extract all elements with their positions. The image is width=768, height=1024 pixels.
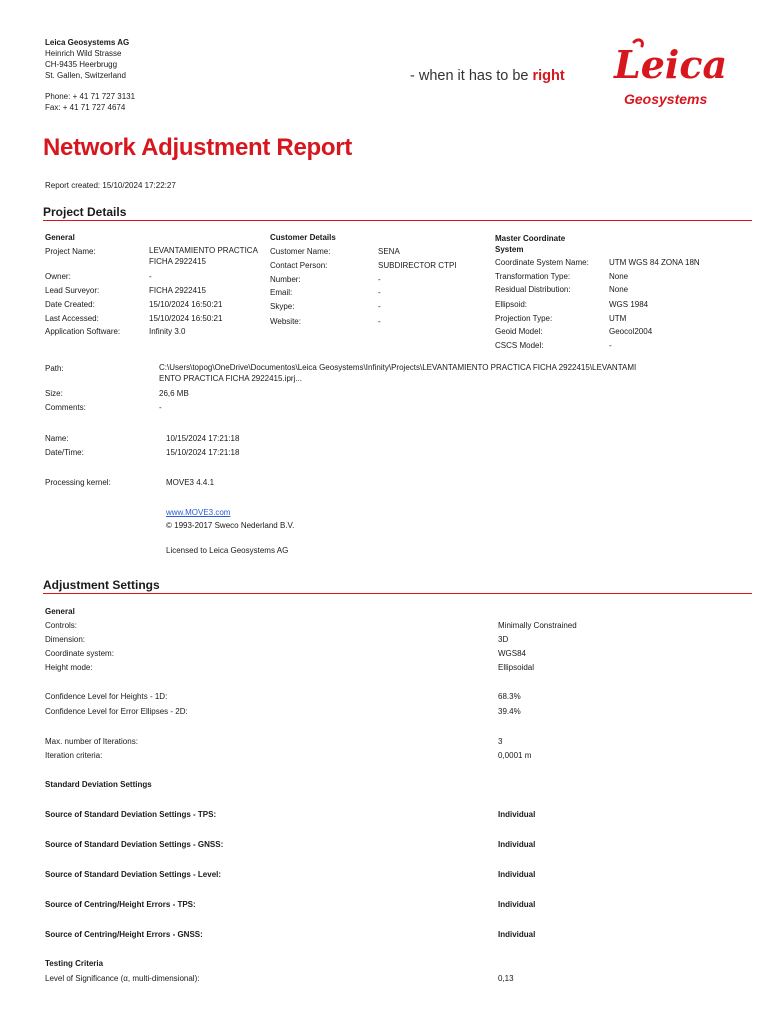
adjustment-general-heading: General	[45, 607, 75, 616]
kernel-copyright: © 1993-2017 Sweco Nederland B.V.	[166, 521, 295, 530]
max-iterations-label: Max. number of Iterations:	[45, 737, 138, 746]
transformation-type-value: None	[609, 272, 629, 281]
testing-criteria-heading: Testing Criteria	[45, 959, 104, 968]
centring-tps-label: Source of Centring/Height Errors - TPS:	[45, 900, 196, 909]
customer-name-value: SENA	[378, 247, 400, 256]
geoid-model-value: Geocol2004	[609, 327, 653, 336]
path-value: C:\Users\topog\OneDrive\Documentos\Leica Geosystems\Infinity\Projects\LEVANTAMIENTO PRACTICA FICHA 2922415\LEVANTAMIENTO PRACTICA FICHA 2922415.iprj...	[159, 363, 637, 383]
last-accessed-label: Last Accessed:	[45, 314, 99, 323]
project-details-heading: Project Details	[43, 205, 752, 221]
project-name-label: Project Name:	[45, 247, 96, 256]
date-created-label: Date Created:	[45, 300, 95, 309]
residual-distribution-value: None	[609, 285, 629, 294]
significance-label: Level of Significance (α, multi-dimensional):	[45, 974, 200, 983]
coordinate-system-name-label: Coordinate System Name:	[495, 258, 589, 267]
size-label: Size:	[45, 389, 63, 398]
comments-value: -	[159, 403, 162, 412]
project-name-value: LEVANTAMIENTO PRACTICA FICHA 2922415	[149, 246, 258, 266]
brand-tagline	[410, 68, 565, 84]
confidence-heights-value: 68.3%	[498, 692, 521, 701]
std-source-tps-label: Source of Standard Deviation Settings - TPS:	[45, 810, 217, 819]
email-label: Email:	[270, 288, 293, 297]
size-value: 26,6 MB	[159, 389, 189, 398]
std-source-tps-value: Individual	[498, 810, 536, 819]
adjustment-settings-heading: Adjustment Settings	[43, 578, 752, 594]
logo-subtitle: Geosystems	[624, 91, 708, 107]
projection-type-value: UTM	[609, 314, 627, 323]
std-source-gnss-label: Source of Standard Deviation Settings - GNSS:	[45, 840, 224, 849]
processing-kernel-value: MOVE3 4.4.1	[166, 478, 215, 487]
company-city: CH-9435 Heerbrugg	[45, 60, 118, 69]
geoid-model-label: Geoid Model:	[495, 327, 543, 336]
tagline-emphasis: right	[532, 68, 565, 84]
confidence-ellipses-label: Confidence Level for Error Ellipses - 2D:	[45, 707, 188, 716]
coordinate-system-label: Coordinate system:	[45, 649, 114, 658]
date-created-value: 15/10/2024 16:50:21	[149, 300, 223, 309]
company-street: Heinrich Wild Strasse	[45, 49, 122, 58]
skype-value: -	[378, 302, 381, 311]
transformation-type-label: Transformation Type:	[495, 272, 571, 281]
report-created: Report created: 15/10/2024 17:22:27	[45, 181, 176, 190]
lead-surveyor-value: FICHA 2922415	[149, 286, 206, 295]
owner-value: -	[149, 272, 152, 281]
cscs-model-value: -	[609, 341, 612, 350]
ellipsoid-value: WGS 1984	[609, 300, 649, 309]
iteration-criteria-label: Iteration criteria:	[45, 751, 103, 760]
company-address	[45, 37, 129, 81]
confidence-heights-label: Confidence Level for Heights - 1D:	[45, 692, 168, 701]
processing-kernel-label: Processing kernel:	[45, 478, 111, 487]
std-deviation-heading: Standard Deviation Settings	[45, 780, 152, 789]
general-heading: General	[45, 233, 75, 242]
std-source-level-value: Individual	[498, 870, 536, 879]
coordinate-system-value: WGS84	[498, 649, 527, 658]
contact-person-label: Contact Person:	[270, 261, 328, 270]
coordinate-system-name-value: UTM WGS 84 ZONA 18N	[609, 258, 700, 267]
centring-gnss-label: Source of Centring/Height Errors - GNSS:	[45, 930, 203, 939]
company-phone: Phone: + 41 71 727 3131	[45, 92, 136, 101]
path-label: Path:	[45, 364, 64, 373]
iteration-criteria-value: 0,0001 m	[498, 751, 532, 760]
projection-type-label: Projection Type:	[495, 314, 553, 323]
owner-label: Owner:	[45, 272, 71, 281]
name-label: Name:	[45, 434, 69, 443]
application-software-value: Infinity 3.0	[149, 327, 186, 336]
page-title: Network Adjustment Report	[43, 134, 352, 161]
dimension-value: 3D	[498, 635, 509, 644]
company-fax: Fax: + 41 71 727 4674	[45, 102, 126, 112]
height-mode-value: Ellipsoidal	[498, 663, 535, 672]
website-label: Website:	[270, 317, 301, 326]
dimension-label: Dimension:	[45, 635, 86, 644]
skype-label: Skype:	[270, 302, 295, 311]
std-source-gnss-value: Individual	[498, 840, 536, 849]
cscs-model-label: CSCS Model:	[495, 341, 544, 350]
company-name: Leica Geosystems AG	[45, 38, 130, 47]
customer-heading: Customer Details	[270, 233, 336, 242]
ellipsoid-label: Ellipsoid:	[495, 300, 528, 309]
significance-value: 0,13	[498, 974, 514, 983]
company-country: St. Gallen, Switzerland	[45, 71, 126, 80]
centring-tps-value: Individual	[498, 900, 536, 909]
logo-wordmark: Leica	[614, 42, 728, 87]
company-contact	[45, 92, 135, 113]
height-mode-label: Height mode:	[45, 663, 93, 672]
contact-person-value: SUBDIRECTOR CTPI	[378, 261, 457, 270]
kernel-license: Licensed to Leica Geosystems AG	[166, 546, 289, 555]
datetime-label: Date/Time:	[45, 448, 84, 457]
controls-value: Minimally Constrained	[498, 621, 577, 630]
residual-distribution-label: Residual Distribution:	[495, 285, 571, 294]
datetime-value: 15/10/2024 17:21:18	[166, 448, 240, 457]
customer-name-label: Customer Name:	[270, 247, 331, 256]
name-value: 10/15/2024 17:21:18	[166, 434, 240, 443]
lead-surveyor-label: Lead Surveyor:	[45, 286, 100, 295]
confidence-ellipses-value: 39.4%	[498, 707, 521, 716]
move3-link[interactable]: www.MOVE3.com	[166, 508, 231, 517]
number-label: Number:	[270, 275, 301, 284]
controls-label: Controls:	[45, 621, 78, 630]
number-value: -	[378, 275, 381, 284]
max-iterations-value: 3	[498, 737, 503, 746]
coordinate-system-heading: Master Coordinate System	[495, 234, 566, 254]
application-software-label: Application Software:	[45, 327, 121, 336]
last-accessed-value: 15/10/2024 16:50:21	[149, 314, 223, 323]
tagline-prefix: - when it has to be	[410, 68, 533, 84]
std-source-level-label: Source of Standard Deviation Settings - Level:	[45, 870, 222, 879]
centring-gnss-value: Individual	[498, 930, 536, 939]
email-value: -	[378, 288, 381, 297]
website-value: -	[378, 317, 381, 326]
comments-label: Comments:	[45, 403, 86, 412]
leica-logo	[610, 36, 732, 110]
